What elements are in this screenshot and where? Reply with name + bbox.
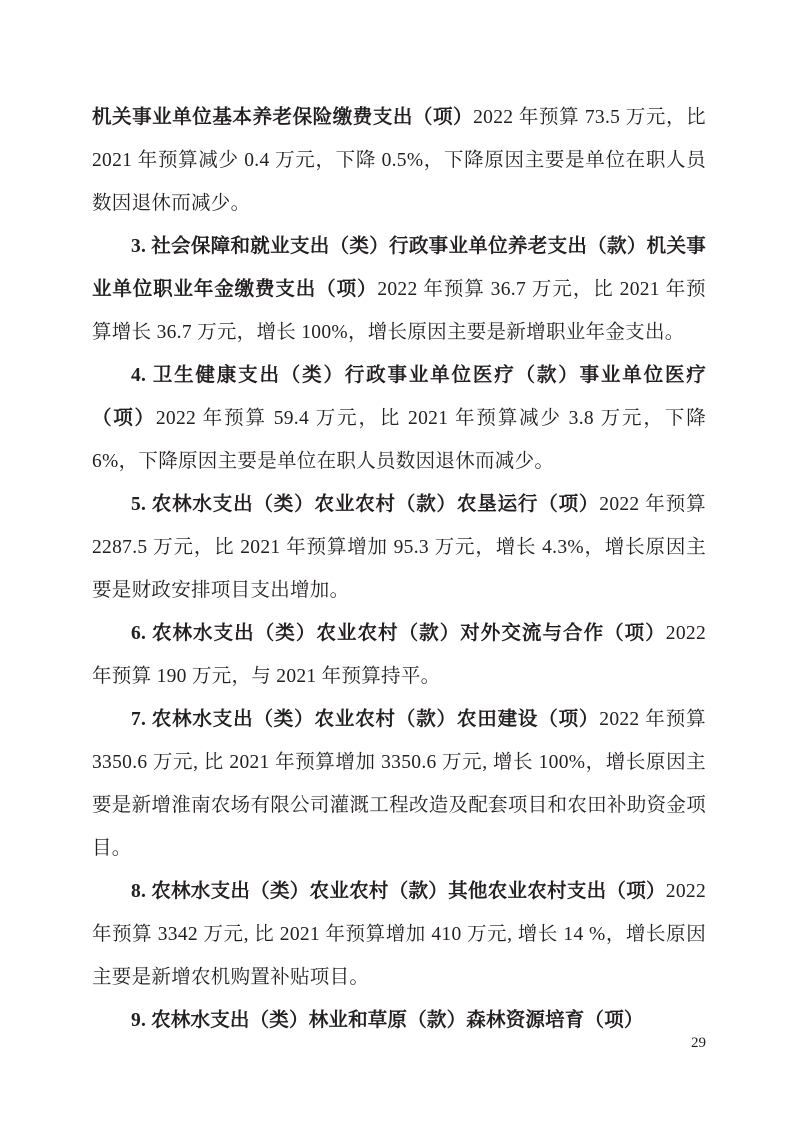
paragraph-heading-run: 5. 农林水支出（类）农业农村（款）农垦运行（项） xyxy=(131,494,600,515)
paragraph-heading-run: 机关事业单位基本养老保险缴费支出（项） xyxy=(92,107,474,128)
paragraph-text-run: 2022 年预算 2287.5 万元，比 2021 年预算增加 95.3 万元，增长 4.3%，增长原因主要是财政安排项目支出增加。 xyxy=(92,494,706,601)
page-number: 29 xyxy=(691,1035,706,1051)
paragraph-heading-run: 8. 农林水支出（类）农业农村（款）其他农业农村支出（项） xyxy=(131,881,666,902)
paragraph-heading-run: 4. 卫生健康支出（类）行政事业单位医疗（款）事业单位医疗（项） xyxy=(92,365,706,429)
paragraph-text-run: 2022 年预算 190 万元，与 2021 年预算持平。 xyxy=(92,623,706,687)
document-body xyxy=(92,96,706,1042)
paragraph-text-run: 2022 年预算 59.4 万元，比 2021 年预算减少 3.8 万元，下降 6%，下降原因主要是单位在职人员数因退休而减少。 xyxy=(92,408,706,472)
paragraph xyxy=(92,870,706,999)
paragraph xyxy=(92,612,706,698)
paragraph xyxy=(92,354,706,483)
paragraph xyxy=(92,225,706,354)
paragraph xyxy=(92,999,706,1042)
paragraph-heading-run: 3. 社会保障和就业支出（类）行政事业单位养老支出（款）机关事业单位职业年金缴费支出（项） xyxy=(92,236,706,300)
paragraph xyxy=(92,483,706,612)
paragraph-text-run: 2022 年预算 3350.6 万元, 比 2021 年预算增加 3350.6 万元, 增长 100%，增长原因主要是新增淮南农场有限公司灌溉工程改造及配套项目和农田补助资金项目。 xyxy=(92,709,706,859)
paragraph-text-run: 2022 年预算 36.7 万元，比 2021 年预算增长 36.7 万元，增长 100%，增长原因主要是新增职业年金支出。 xyxy=(92,279,706,343)
paragraph xyxy=(92,698,706,870)
paragraph-heading-run: 6. 农林水支出（类）农业农村（款）对外交流与合作（项） xyxy=(131,623,666,644)
paragraph-text-run: 2022 年预算 3342 万元, 比 2021 年预算增加 410 万元, 增长 14 %，增长原因主要是新增农机购置补贴项目。 xyxy=(92,881,706,988)
paragraph-heading-run: 9. 农林水支出（类）林业和草原（款）森林资源培育（项） xyxy=(131,1010,644,1031)
paragraph-text-run: 2022 年预算 73.5 万元，比 2021 年预算减少 0.4 万元，下降 0.5%，下降原因主要是单位在职人员数因退休而减少。 xyxy=(92,107,706,214)
paragraph xyxy=(92,96,706,225)
paragraph-heading-run: 7. 农林水支出（类）农业农村（款）农田建设（项） xyxy=(131,709,600,730)
